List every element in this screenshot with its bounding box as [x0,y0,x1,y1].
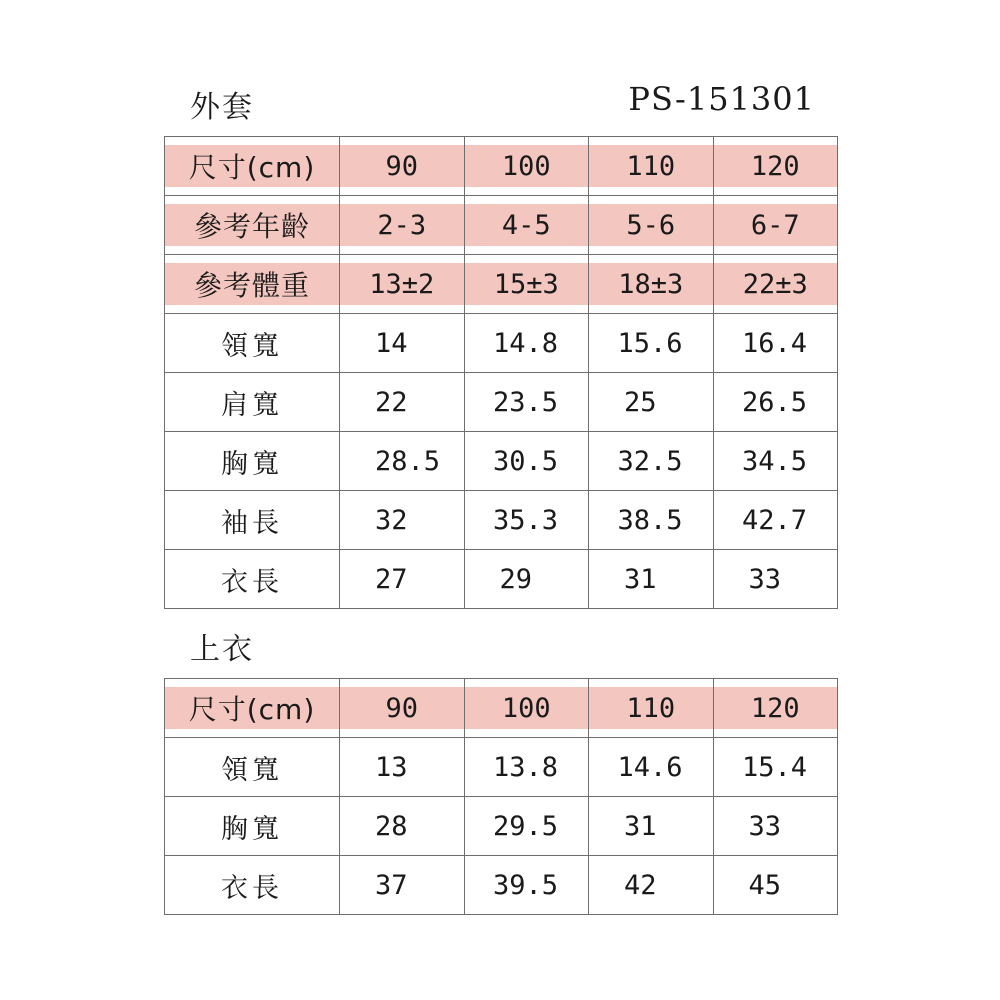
table-cell [589,550,714,609]
table-cell [464,373,589,432]
size-header-cell [713,679,838,738]
table-row [165,797,838,856]
weight-cell [464,255,589,314]
size-value: 100 [501,692,551,724]
cell-value: 27 [375,563,408,595]
weight-cell [340,255,465,314]
cell-value: 37 [375,869,408,901]
size-value: 110 [626,692,676,724]
table-cell [713,432,838,491]
jacket-title: 外套 [190,90,254,125]
weight-value: 22±3 [742,268,808,300]
size-value: 110 [626,150,676,182]
cell-value: 16.4 [741,327,807,359]
size-header-cell [464,679,589,738]
table-cell [589,373,714,432]
table-cell [713,373,838,432]
cell-value: 28.5 [375,445,441,477]
table-cell [713,738,838,797]
cell-value: 35.3 [492,504,558,536]
row-label: 衣長 [165,856,340,915]
age-value: 6-7 [750,209,800,241]
size-header-cell [340,679,465,738]
table-cell [589,432,714,491]
age-header-row [165,196,838,255]
cell-value: 39.5 [492,869,558,901]
cell-value: 33 [748,810,782,842]
age-header-label: 參考年齡 [193,210,310,243]
table-row [165,373,838,432]
age-value: 5-6 [626,209,676,241]
top-size-table [164,678,838,915]
size-header-label: 尺寸(cm) [188,151,316,184]
table-cell [340,491,465,550]
cell-value: 13 [375,751,408,783]
table-row [165,550,838,609]
weight-header-label: 參考體重 [193,269,310,302]
table-cell [589,856,714,915]
row-label: 肩寬 [165,373,340,432]
age-cell [713,196,838,255]
size-header-cell [340,137,465,196]
table-cell [340,856,465,915]
cell-value: 28 [375,810,408,842]
cell-value: 31 [624,563,657,595]
table-cell [340,373,465,432]
size-value: 90 [385,150,418,182]
age-value: 2-3 [377,209,427,241]
weight-value: 13±2 [369,268,435,300]
cell-value: 38.5 [617,504,683,536]
weight-value: 18±3 [618,268,684,300]
table-cell [340,738,465,797]
weight-value: 15±3 [493,268,559,300]
table-cell [589,738,714,797]
table-cell [464,432,589,491]
row-label: 衣長 [165,550,340,609]
cell-value: 33 [748,563,782,595]
cell-value: 14.8 [492,327,558,359]
table-cell [340,550,465,609]
cell-value: 25 [624,386,657,418]
table-cell [464,550,589,609]
table-row [165,314,838,373]
table-cell [713,550,838,609]
age-header-label-cell [165,196,340,255]
size-header-label-cell [165,137,340,196]
table-row [165,432,838,491]
row-label: 袖長 [165,491,340,550]
age-cell [464,196,589,255]
age-cell [340,196,465,255]
age-value: 4-5 [501,209,551,241]
row-label: 胸寬 [165,432,340,491]
cell-value: 32 [375,504,408,536]
size-header-row [165,137,838,196]
cell-value: 29 [499,563,533,595]
row-label: 胸寬 [165,797,340,856]
table-cell [464,491,589,550]
size-header-label: 尺寸(cm) [188,693,316,726]
cell-value: 42.7 [741,504,807,536]
cell-value: 32.5 [617,445,683,477]
cell-value: 34.5 [741,445,807,477]
cell-value: 15.6 [617,327,683,359]
cell-value: 30.5 [492,445,558,477]
cell-value: 26.5 [741,386,807,418]
table-cell [589,314,714,373]
size-header-cell [589,137,714,196]
table-cell [464,856,589,915]
table-cell [713,491,838,550]
cell-value: 45 [748,869,782,901]
table-row [165,856,838,915]
weight-cell [589,255,714,314]
product-code: PS-151301 [628,80,815,118]
size-header-cell [589,679,714,738]
age-cell [589,196,714,255]
table-row [165,491,838,550]
size-value: 120 [750,150,800,182]
cell-value: 14 [375,327,408,359]
cell-value: 13.8 [492,751,558,783]
table-cell [713,797,838,856]
table-cell [340,314,465,373]
table-cell [713,856,838,915]
weight-header-label-cell [165,255,340,314]
table-cell [589,491,714,550]
size-header-label-cell [165,679,340,738]
cell-value: 42 [624,869,657,901]
cell-value: 23.5 [492,386,558,418]
size-header-cell [464,137,589,196]
table-cell [464,314,589,373]
size-header-row [165,679,838,738]
cell-value: 31 [624,810,657,842]
weight-header-row [165,255,838,314]
size-value: 120 [750,692,800,724]
table-row [165,738,838,797]
table-cell [340,797,465,856]
cell-value: 14.6 [617,751,683,783]
table-cell [589,797,714,856]
cell-value: 29.5 [492,810,558,842]
top-title: 上衣 [190,632,254,667]
row-label: 領寬 [165,314,340,373]
table-cell [464,797,589,856]
row-label: 領寬 [165,738,340,797]
size-value: 90 [385,692,418,724]
jacket-size-table [164,136,838,609]
table-cell [464,738,589,797]
table-cell [340,432,465,491]
cell-value: 15.4 [741,751,807,783]
size-header-cell [713,137,838,196]
cell-value: 22 [375,386,408,418]
table-cell [713,314,838,373]
size-value: 100 [501,150,551,182]
weight-cell [713,255,838,314]
